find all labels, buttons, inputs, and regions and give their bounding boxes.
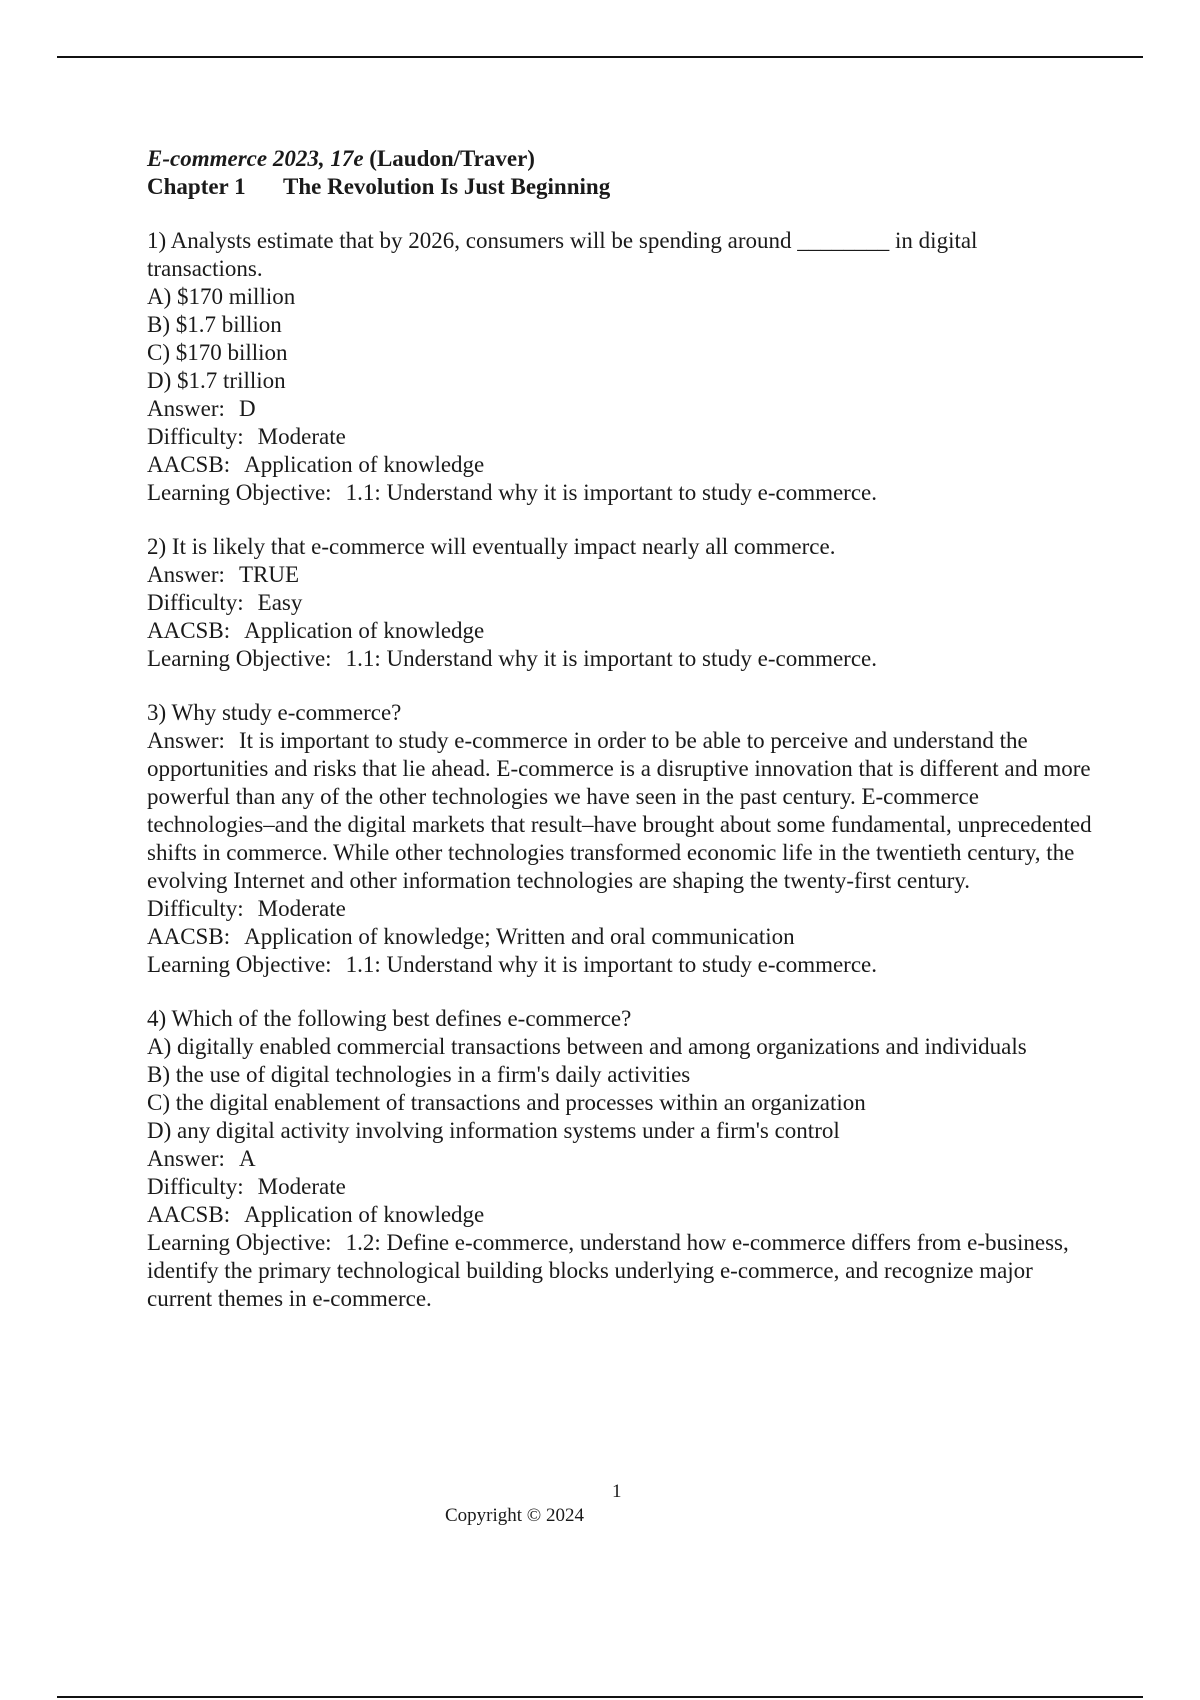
option-c: C) the digital enablement of transactions and processes within an organization xyxy=(147,1090,866,1115)
question-prompt: 3) Why study e-commerce? xyxy=(147,700,402,725)
objective-line xyxy=(147,645,1097,673)
book-title xyxy=(147,145,1097,173)
question-prompt: 4) Which of the following best defines e-commerce? xyxy=(147,1006,632,1031)
aacsb-value: Application of knowledge xyxy=(244,618,485,643)
copyright-notice: Copyright © 2024 xyxy=(445,1505,584,1526)
aacsb-label: AACSB: xyxy=(147,618,231,643)
difficulty-value: Moderate xyxy=(257,1174,346,1199)
option-b: B) the use of digital technologies in a firm's daily activities xyxy=(147,1062,691,1087)
answer-value: A xyxy=(238,1146,256,1171)
objective-label: Learning Objective: xyxy=(147,646,332,671)
aacsb-line xyxy=(147,451,1097,479)
answer-label: Answer: xyxy=(147,1146,225,1171)
answer-line xyxy=(147,395,1097,423)
difficulty-label: Difficulty: xyxy=(147,424,244,449)
difficulty-label: Difficulty: xyxy=(147,1174,244,1199)
difficulty-label: Difficulty: xyxy=(147,590,244,615)
aacsb-line xyxy=(147,617,1097,645)
page-number: 1 xyxy=(612,1481,622,1502)
option-b: B) $1.7 billion xyxy=(147,312,282,337)
answer-line xyxy=(147,727,1097,895)
aacsb-label: AACSB: xyxy=(147,924,231,949)
aacsb-value: Application of knowledge xyxy=(244,1202,485,1227)
chapter-title: The Revolution Is Just Beginning xyxy=(283,174,611,199)
answer-label: Answer: xyxy=(147,562,225,587)
objective-label: Learning Objective: xyxy=(147,1230,332,1255)
answer-line xyxy=(147,561,1097,589)
answer-value: TRUE xyxy=(238,562,299,587)
document-header xyxy=(147,145,1097,201)
question-prompt: 1) Analysts estimate that by 2026, consumers will be spending around ________ in digital transactions. xyxy=(147,228,978,281)
chapter-heading xyxy=(147,173,1097,201)
difficulty-value: Moderate xyxy=(257,424,346,449)
option-a: A) digitally enabled commercial transactions between and among organizations and individuals xyxy=(147,1034,1027,1059)
aacsb-label: AACSB: xyxy=(147,452,231,477)
objective-line xyxy=(147,951,1097,979)
objective-value: 1.1: Understand why it is important to study e-commerce. xyxy=(345,646,878,671)
aacsb-value: Application of knowledge; Written and oral communication xyxy=(244,924,795,949)
difficulty-line xyxy=(147,1173,1097,1201)
objective-value: 1.1: Understand why it is important to study e-commerce. xyxy=(345,480,878,505)
book-title-italic: E-commerce 2023, 17e xyxy=(147,146,364,171)
objective-value: 1.1: Understand why it is important to study e-commerce. xyxy=(345,952,878,977)
objective-line xyxy=(147,479,1097,507)
difficulty-line xyxy=(147,423,1097,451)
option-a: A) $170 million xyxy=(147,284,296,309)
objective-label: Learning Objective: xyxy=(147,480,332,505)
book-authors: (Laudon/Traver) xyxy=(363,146,535,171)
bottom-rule xyxy=(57,1696,1143,1698)
aacsb-line xyxy=(147,923,1097,951)
objective-line xyxy=(147,1229,1097,1313)
answer-value: D xyxy=(238,396,256,421)
objective-label: Learning Objective: xyxy=(147,952,332,977)
answer-line xyxy=(147,1145,1097,1173)
answer-label: Answer: xyxy=(147,396,225,421)
difficulty-label: Difficulty: xyxy=(147,896,244,921)
chapter-number: Chapter 1 xyxy=(147,174,246,199)
page-content xyxy=(147,145,1097,1313)
question-2 xyxy=(147,533,1097,673)
question-prompt: 2) It is likely that e-commerce will eventually impact nearly all commerce. xyxy=(147,534,836,559)
difficulty-line xyxy=(147,895,1097,923)
option-d: D) any digital activity involving information systems under a firm's control xyxy=(147,1118,840,1143)
aacsb-value: Application of knowledge xyxy=(244,452,485,477)
answer-label: Answer: xyxy=(147,728,225,753)
top-rule xyxy=(57,56,1143,58)
option-c: C) $170 billion xyxy=(147,340,288,365)
question-3 xyxy=(147,699,1097,979)
answer-value: It is important to study e-commerce in order to be able to perceive and understand the opportunities and risks that lie ahead. E-commerce is a disruptive innovation that is different and more powerful than any of the other technologies we have seen in the past century. E-commerce technologies–and the digital markets that result–have brought about some fundamental, unprecedented shifts in commerce. While other technologies transformed economic life in the twentieth century, the evolving Internet and other information technologies are shaping the twenty-first century. xyxy=(147,728,1092,893)
option-d: D) $1.7 trillion xyxy=(147,368,286,393)
objective-value: 1.2: Define e-commerce, understand how e-commerce differs from e-business, identify the primary technological building blocks underlying e-commerce, and recognize major current themes in e-commerce. xyxy=(147,1230,1069,1311)
aacsb-line xyxy=(147,1201,1097,1229)
question-4 xyxy=(147,1005,1097,1313)
aacsb-label: AACSB: xyxy=(147,1202,231,1227)
difficulty-value: Easy xyxy=(257,590,303,615)
difficulty-value: Moderate xyxy=(257,896,346,921)
question-1 xyxy=(147,227,1097,507)
difficulty-line xyxy=(147,589,1097,617)
